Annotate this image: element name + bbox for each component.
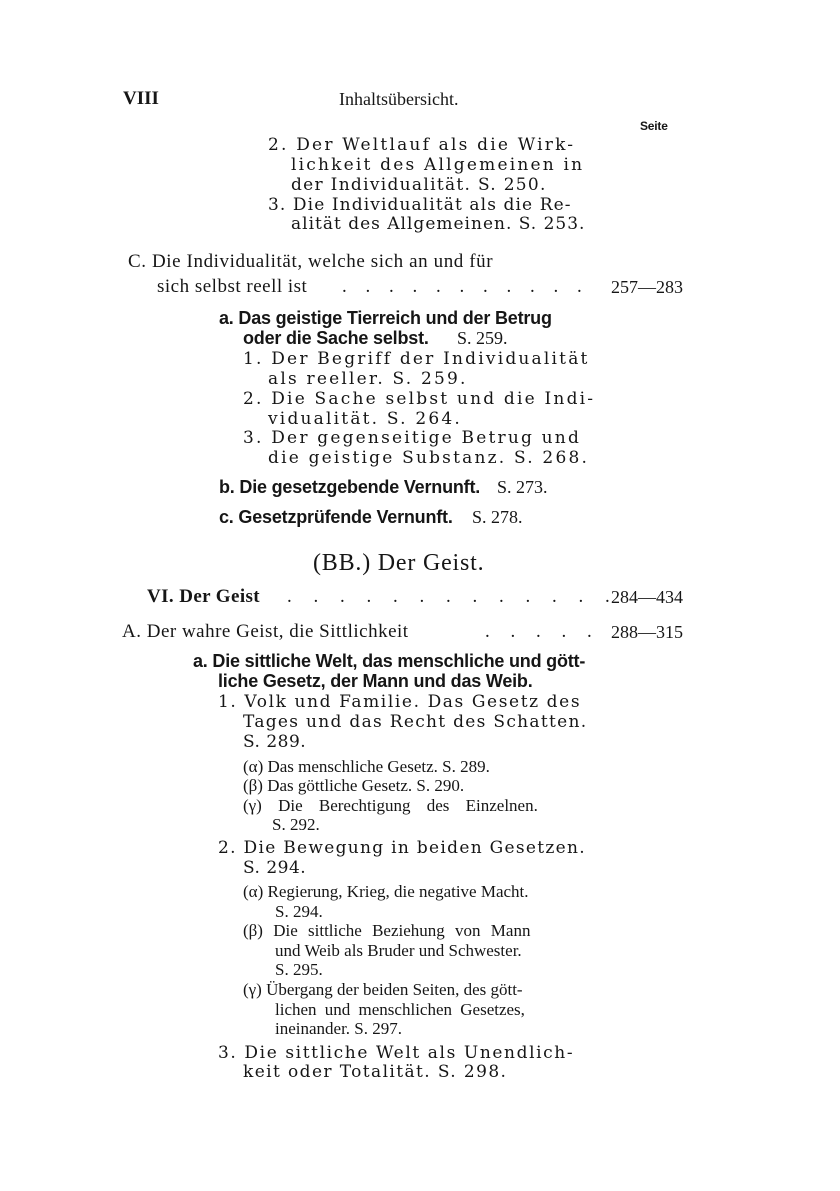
toc-line: und Weib als Bruder und Schwester. (275, 941, 522, 960)
subsection-b-page: S. 273. (497, 477, 548, 497)
toc-line: 1. Der Begriff der Individualität (243, 349, 590, 369)
toc-line: 3. Die sittliche Welt als Unendlich- (218, 1043, 575, 1063)
subsection-b-title: b. Die gesetzgebende Vernunft. (219, 477, 481, 497)
page-number: VIII (123, 88, 159, 109)
subsection-c-page: S. 278. (472, 507, 523, 527)
toc-line: vidualität. S. 264. (268, 409, 462, 429)
part-heading: (BB.) Der Geist. (313, 550, 485, 576)
leader-dots: . . . . . . . . . . . . . (287, 586, 619, 607)
toc-line: als reeller. S. 259. (268, 369, 468, 389)
subsection-a-title: a. Das geistige Tierreich und der Betrug (219, 308, 552, 328)
toc-line: die geistige Substanz. S. 268. (268, 448, 590, 468)
leader-dots: . . . . . . . . . . . (342, 276, 589, 297)
toc-line: S. 294. (275, 902, 323, 921)
toc-line: lichen und menschlichen Gesetzes, (275, 1000, 525, 1019)
toc-line: 2. Der Weltlauf als die Wirk- (268, 135, 576, 155)
section-a-pages: 288—315 (611, 622, 683, 642)
section-c-pages: 257—283 (611, 277, 683, 297)
section-c-heading-cont: sich selbst reell ist (157, 276, 308, 297)
toc-line: ineinander. S. 297. (275, 1019, 403, 1038)
toc-line: 3. Der gegenseitige Betrug und (243, 428, 582, 448)
toc-line: (β) Das göttliche Gesetz. S. 290. (243, 776, 465, 795)
toc-line: S. 295. (275, 960, 323, 979)
section-a-title: A. Der wahre Geist, die Sittlichkeit (122, 621, 409, 642)
subsection-c-title: c. Gesetzprüfende Vernunft. (219, 507, 453, 527)
section-c-heading: C. Die Individualität, welche sich an und für (128, 251, 494, 272)
toc-line: 1. Volk und Familie. Das Gesetz des (218, 692, 582, 712)
toc-line: (γ) Übergang der beiden Seiten, des gött- (243, 980, 523, 999)
toc-line: 2. Die Bewegung in beiden Gesetzen. (218, 838, 586, 858)
toc-line: (α) Das menschliche Gesetz. S. 289. (243, 757, 490, 776)
toc-line: 3. Die Individualität als die Re- (268, 195, 572, 215)
toc-line: der Individualität. S. 250. (291, 175, 547, 195)
toc-line: keit oder Totalität. S. 298. (243, 1062, 508, 1082)
subsection-a-title-cont: oder die Sache selbst. (243, 328, 429, 348)
leader-dots: . . . . . (485, 621, 600, 642)
subsection-a2-title: a. Die sittliche Welt, das menschliche und gött- (193, 651, 586, 671)
running-title: Inhaltsübersicht. (339, 89, 459, 109)
subsection-a-page: S. 259. (457, 328, 508, 348)
subsection-a2-title-cont: liche Gesetz, der Mann und das Weib. (218, 671, 533, 691)
toc-line: S. 292. (272, 815, 320, 834)
toc-line: S. 294. (243, 858, 307, 878)
toc-line: Tages und das Recht des Schatten. (243, 712, 588, 732)
toc-line: alität des Allgemeinen. S. 253. (291, 214, 586, 234)
toc-line: (γ) Die Berechtigung des Einzelnen. (243, 796, 538, 815)
chapter-vi-pages: 284—434 (611, 587, 683, 607)
chapter-vi-title: VI. Der Geist (147, 586, 261, 607)
toc-line: S. 289. (243, 732, 307, 752)
toc-line: (β) Die sittliche Beziehung von Mann (243, 921, 531, 940)
toc-line: lichkeit des Allgemeinen in (291, 155, 585, 175)
toc-line: (α) Regierung, Krieg, die negative Macht. (243, 882, 529, 901)
toc-line: 2. Die Sache selbst und die Indi- (243, 389, 596, 409)
column-label-seite: Seite (640, 119, 668, 133)
